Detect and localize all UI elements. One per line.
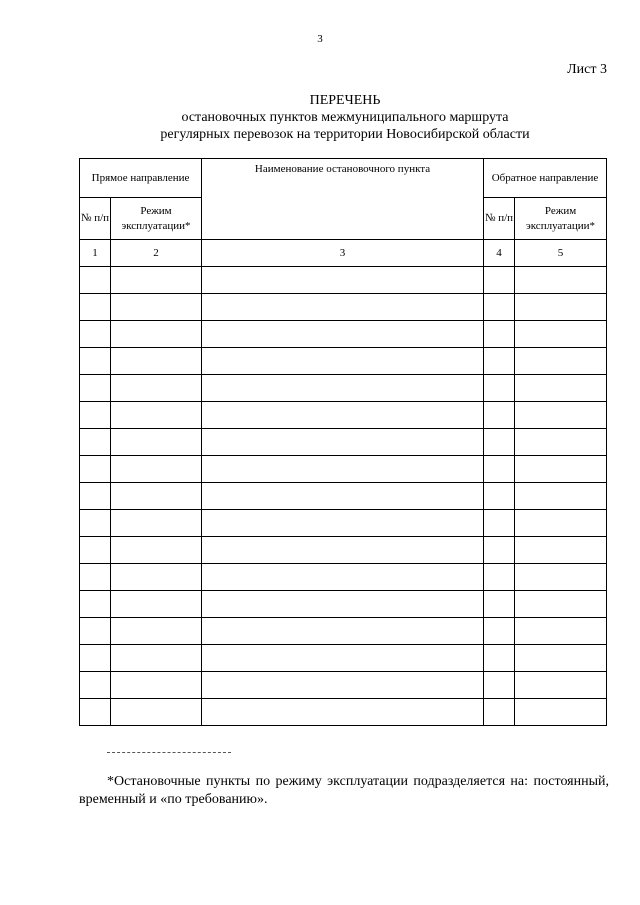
table-cell bbox=[202, 456, 484, 483]
table-cell bbox=[202, 618, 484, 645]
table-row bbox=[80, 402, 607, 429]
sheet-label: Лист 3 bbox=[567, 62, 607, 77]
table-cell bbox=[202, 699, 484, 726]
table-row bbox=[80, 348, 607, 375]
table-cell bbox=[515, 591, 607, 618]
table-cell bbox=[80, 321, 111, 348]
table-cell bbox=[202, 267, 484, 294]
forward-number-header: № п/п bbox=[80, 198, 111, 240]
table-row bbox=[80, 456, 607, 483]
column-number: 2 bbox=[111, 240, 202, 267]
document-title bbox=[0, 92, 640, 143]
table-cell bbox=[515, 456, 607, 483]
table-row bbox=[80, 321, 607, 348]
table-cell bbox=[484, 483, 515, 510]
table-cell bbox=[80, 591, 111, 618]
table-cell bbox=[202, 672, 484, 699]
empty-rows bbox=[80, 267, 607, 726]
table-cell bbox=[515, 483, 607, 510]
table-cell bbox=[515, 402, 607, 429]
table-cell bbox=[202, 375, 484, 402]
table-cell bbox=[111, 483, 202, 510]
table-cell bbox=[111, 672, 202, 699]
table-cell bbox=[202, 645, 484, 672]
table-row bbox=[80, 294, 607, 321]
table-cell bbox=[202, 348, 484, 375]
footnote: *Остановочные пункты по режиму эксплуатации подразделяется на: постоянный, временный и «по требованию». bbox=[79, 774, 609, 807]
column-number: 3 bbox=[202, 240, 484, 267]
table-cell bbox=[202, 537, 484, 564]
table-cell bbox=[202, 591, 484, 618]
table-cell bbox=[202, 321, 484, 348]
column-number: 1 bbox=[80, 240, 111, 267]
table-cell bbox=[80, 699, 111, 726]
table-cell bbox=[484, 456, 515, 483]
table-cell bbox=[484, 294, 515, 321]
table-cell bbox=[202, 402, 484, 429]
forward-mode-header: Режим эксплуатации* bbox=[111, 198, 202, 240]
table-cell bbox=[515, 510, 607, 537]
column-number: 4 bbox=[484, 240, 515, 267]
table-cell bbox=[484, 645, 515, 672]
footnote-separator bbox=[107, 752, 231, 753]
stop-name-header: Наименование остановочного пункта bbox=[202, 159, 484, 240]
reverse-direction-header: Обратное направление bbox=[484, 159, 607, 198]
table-cell bbox=[484, 321, 515, 348]
table-cell bbox=[80, 402, 111, 429]
table-cell bbox=[484, 537, 515, 564]
reverse-mode-header: Режим эксплуатации* bbox=[515, 198, 607, 240]
table-cell bbox=[111, 618, 202, 645]
table-cell bbox=[202, 510, 484, 537]
title-line-3: регулярных перевозок на территории Новосибирской области bbox=[160, 127, 530, 142]
table-cell bbox=[111, 375, 202, 402]
table-cell bbox=[202, 429, 484, 456]
table-cell bbox=[111, 564, 202, 591]
table-cell bbox=[111, 267, 202, 294]
table-cell bbox=[484, 618, 515, 645]
table-cell bbox=[515, 672, 607, 699]
table-cell bbox=[515, 321, 607, 348]
table-cell bbox=[515, 645, 607, 672]
table-cell bbox=[80, 510, 111, 537]
table-cell bbox=[515, 375, 607, 402]
table-cell bbox=[80, 456, 111, 483]
table-cell bbox=[515, 699, 607, 726]
table-cell bbox=[80, 483, 111, 510]
table-cell bbox=[515, 267, 607, 294]
table-cell bbox=[80, 294, 111, 321]
table-cell bbox=[111, 402, 202, 429]
forward-direction-header: Прямое направление bbox=[80, 159, 202, 198]
table-cell bbox=[484, 429, 515, 456]
column-number: 5 bbox=[515, 240, 607, 267]
reverse-number-header: № п/п bbox=[484, 198, 515, 240]
table-row bbox=[80, 375, 607, 402]
table-cell bbox=[80, 429, 111, 456]
table-cell bbox=[111, 456, 202, 483]
table-cell bbox=[111, 591, 202, 618]
table-row bbox=[80, 267, 607, 294]
table-cell bbox=[80, 348, 111, 375]
table-row bbox=[80, 510, 607, 537]
table-row bbox=[80, 483, 607, 510]
table-row bbox=[80, 645, 607, 672]
table-cell bbox=[202, 564, 484, 591]
table-row bbox=[80, 618, 607, 645]
table-cell bbox=[80, 375, 111, 402]
table-cell bbox=[515, 618, 607, 645]
table-cell bbox=[484, 699, 515, 726]
table-cell bbox=[515, 537, 607, 564]
table-cell bbox=[484, 591, 515, 618]
column-numbers-row bbox=[80, 240, 607, 267]
title-line-1: ПЕРЕЧЕНЬ bbox=[309, 93, 381, 108]
table-cell bbox=[515, 348, 607, 375]
table-cell bbox=[484, 267, 515, 294]
table-row bbox=[80, 564, 607, 591]
table-row bbox=[80, 429, 607, 456]
table-cell bbox=[80, 564, 111, 591]
table-cell bbox=[80, 267, 111, 294]
title-line-2: остановочных пунктов межмуниципального маршрута bbox=[181, 110, 509, 125]
table-cell bbox=[111, 699, 202, 726]
table-row bbox=[80, 591, 607, 618]
table-cell bbox=[80, 645, 111, 672]
table-cell bbox=[111, 294, 202, 321]
table-cell bbox=[484, 402, 515, 429]
table-row bbox=[80, 699, 607, 726]
table-row bbox=[80, 672, 607, 699]
page-number: 3 bbox=[317, 33, 323, 45]
stops-table bbox=[79, 158, 607, 726]
table-cell bbox=[484, 348, 515, 375]
table-cell bbox=[111, 510, 202, 537]
table-row bbox=[80, 537, 607, 564]
table-cell bbox=[202, 483, 484, 510]
table-cell bbox=[515, 294, 607, 321]
table-cell bbox=[111, 429, 202, 456]
table-cell bbox=[80, 672, 111, 699]
table-cell bbox=[515, 564, 607, 591]
table-cell bbox=[111, 348, 202, 375]
table-cell bbox=[111, 645, 202, 672]
table-cell bbox=[202, 294, 484, 321]
table-cell bbox=[515, 429, 607, 456]
table-cell bbox=[80, 537, 111, 564]
table-cell bbox=[80, 618, 111, 645]
table-cell bbox=[111, 537, 202, 564]
table-cell bbox=[484, 672, 515, 699]
table-cell bbox=[484, 510, 515, 537]
table-cell bbox=[484, 564, 515, 591]
table-cell bbox=[484, 375, 515, 402]
table-cell bbox=[111, 321, 202, 348]
